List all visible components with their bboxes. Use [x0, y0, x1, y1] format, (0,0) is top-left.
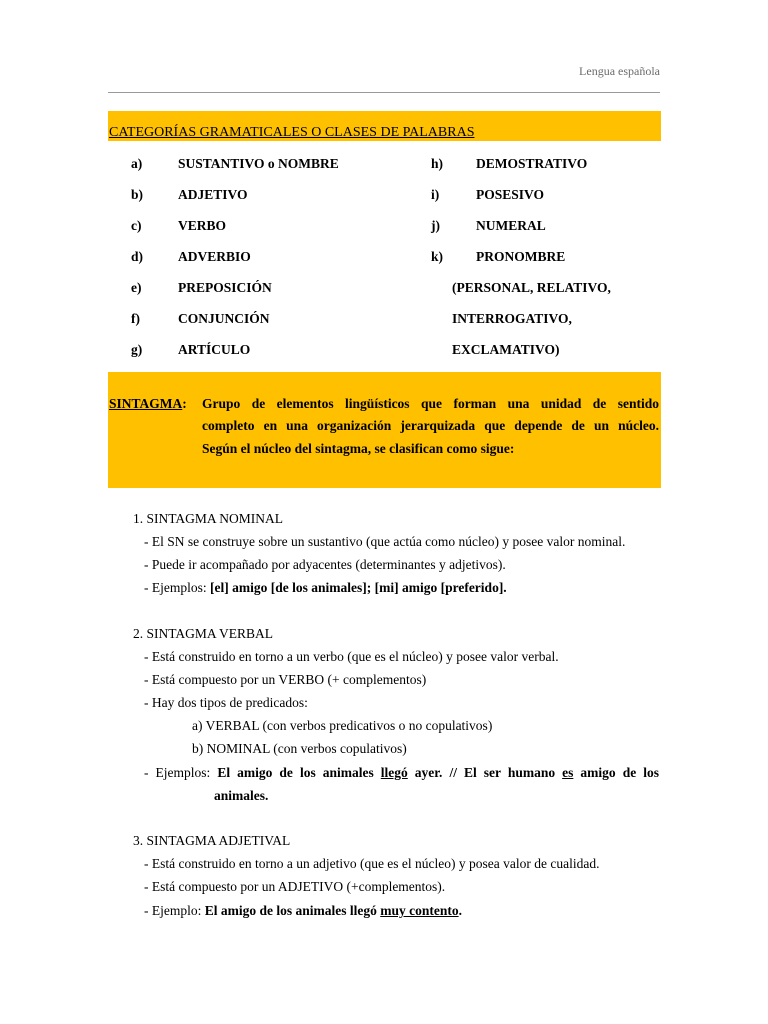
body-line: - Puede ir acompañado por adyacentes (determinantes y adjetivos).: [144, 557, 506, 572]
section-title-verbal: 2. SINTAGMA VERBAL: [133, 626, 274, 641]
example-adjective-phrase: muy contento: [380, 903, 459, 918]
list-letter: b): [131, 187, 144, 202]
sintagma-term-text: SINTAGMA: [109, 396, 183, 411]
body-line: - Está compuesto por un ADJETIVO (+complementos).: [144, 879, 446, 894]
list-letter: k): [431, 249, 444, 264]
example-prefix: - Ejemplos:: [144, 765, 218, 780]
example-line: [144, 903, 462, 919]
list-item: ARTÍCULO: [178, 342, 251, 357]
example-line: [144, 765, 659, 781]
example-verb: es: [562, 765, 574, 780]
list-item: ADVERBIO: [178, 249, 251, 264]
example-continuation: animales.: [214, 788, 269, 803]
sintagma-definition-line: Grupo de elementos lingüísticos que forman una unidad de sentido: [202, 396, 659, 411]
sintagma-definition-line: Según el núcleo del sintagma, se clasifican como sigue:: [202, 441, 515, 456]
list-item: VERBO: [178, 218, 227, 233]
section-title-adjetival: 3. SINTAGMA ADJETIVAL: [133, 833, 291, 848]
pronoun-subtype: (PERSONAL, RELATIVO,: [452, 280, 611, 295]
list-letter: f): [131, 311, 140, 326]
list-letter: g): [131, 342, 143, 357]
list-item: PRONOMBRE: [476, 249, 566, 264]
example-fragment: ayer. // El ser humano: [407, 765, 563, 780]
list-letter: a): [131, 156, 143, 171]
list-letter: e): [131, 280, 142, 295]
sintagma-colon: :: [182, 396, 187, 411]
body-line: - Hay dos tipos de predicados:: [144, 695, 308, 710]
pronoun-subtype: EXCLAMATIVO): [452, 342, 560, 357]
section-title-nominal: 1. SINTAGMA NOMINAL: [133, 511, 284, 526]
example-text: [el] amigo [de los animales]; [mi] amigo [preferido].: [210, 580, 507, 595]
body-line: - Está compuesto por un VERBO (+ complementos): [144, 672, 427, 687]
sintagma-definition-line: completo en una organización jerarquizada que depende de un núcleo.: [202, 418, 659, 433]
example-text: [205, 903, 462, 918]
list-item: CONJUNCIÓN: [178, 311, 270, 326]
sub-item: b) NOMINAL (con verbos copulativos): [192, 741, 407, 756]
categories-title: [109, 125, 474, 141]
example-prefix: - Ejemplos:: [144, 580, 210, 595]
body-line: - Está construido en torno a un adjetivo (que es el núcleo) y posea valor de cualidad.: [144, 856, 600, 871]
categories-title-text: CATEGORÍAS GRAMATICALES O CLASES DE PALABRAS: [109, 125, 475, 140]
pronoun-subtype: INTERROGATIVO,: [452, 311, 572, 326]
example-fragment: El amigo de los animales: [217, 765, 381, 780]
sintagma-term: [109, 396, 187, 412]
example-text: [217, 765, 659, 780]
list-item: SUSTANTIVO o NOMBRE: [178, 156, 339, 171]
page-header: Lengua española: [579, 64, 660, 78]
list-letter: j): [431, 218, 440, 233]
sub-item: a) VERBAL (con verbos predicativos o no copulativos): [192, 718, 493, 733]
body-line: - Está construido en torno a un verbo (que es el núcleo) y posee valor verbal.: [144, 649, 559, 664]
list-item: ADJETIVO: [178, 187, 248, 202]
header-divider: [108, 92, 660, 93]
list-letter: d): [131, 249, 144, 264]
list-item: POSESIVO: [476, 187, 545, 202]
example-fragment: .: [458, 903, 462, 918]
list-letter: i): [431, 187, 440, 202]
list-item: PREPOSICIÓN: [178, 280, 272, 295]
example-prefix: - Ejemplo:: [144, 903, 205, 918]
list-letter: h): [431, 156, 444, 171]
list-item: NUMERAL: [476, 218, 546, 233]
example-line: [144, 580, 507, 596]
example-fragment: amigo de los: [573, 765, 659, 780]
example-verb: llegó: [380, 765, 408, 780]
list-item: DEMOSTRATIVO: [476, 156, 588, 171]
body-line: - El SN se construye sobre un sustantivo (que actúa como núcleo) y posee valor nominal.: [144, 534, 626, 549]
example-fragment: El amigo de los animales llegó: [204, 903, 381, 918]
list-letter: c): [131, 218, 142, 233]
